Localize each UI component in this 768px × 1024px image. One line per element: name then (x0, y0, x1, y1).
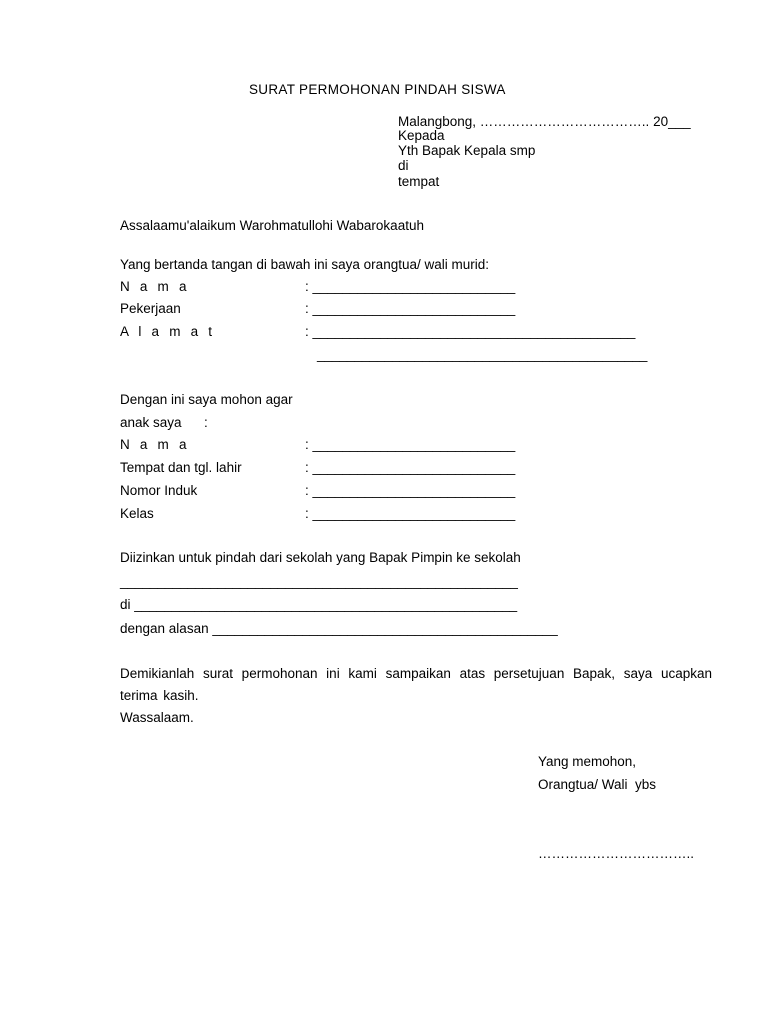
child-class-label: Kelas (120, 506, 154, 521)
request-line: Dengan ini saya mohon agar (120, 392, 293, 407)
place-date-line: Malangbong, ……………………………….. 20___ (398, 114, 691, 129)
signature-dots: …………………………….. (538, 846, 695, 861)
intro-line: Yang bertanda tangan di bawah ini saya orangtua/ wali murid: (120, 257, 489, 272)
recipient-di: di (398, 158, 409, 173)
school-blank: _____________________________________________________ (120, 574, 518, 589)
parent-address-field: : ___________________________________________ (305, 324, 636, 339)
parent-name-field: : ___________________________ (305, 279, 516, 294)
child-id-label: Nomor Induk (120, 483, 198, 498)
parent-job-label: Pekerjaan (120, 301, 181, 316)
signature-line-2: Orangtua/ Wali ybs (538, 777, 657, 792)
recipient-to: Kepada (398, 128, 445, 143)
child-id-field: : ___________________________ (305, 483, 516, 498)
child-birth-field: : ___________________________ (305, 460, 516, 475)
parent-address-label: A l a m a t (120, 324, 216, 339)
letter-title: SURAT PERMOHONAN PINDAH SISWA (249, 82, 506, 97)
parent-address-field-2: ____________________________________________ (317, 347, 648, 362)
greeting: Assalaamu'alaikum Warohmatullohi Wabarokaatuh (120, 218, 424, 233)
closing-paragraph: Demikianlah surat permohonan ini kami sampaikan atas persetujuan Bapak, saya ucapkan terima kasih. (120, 666, 712, 703)
child-name-label: N a m a (120, 437, 190, 452)
signature-line-1: Yang memohon, (538, 754, 637, 769)
recipient-name: Yth Bapak Kepala smp (398, 143, 536, 158)
parent-job-field: : ___________________________ (305, 301, 516, 316)
parent-name-label: N a m a (120, 279, 190, 294)
school-location-line: di ___________________________________________________ (120, 597, 518, 612)
child-birth-label: Tempat dan tgl. lahir (120, 460, 242, 475)
child-line: anak saya : (120, 415, 208, 430)
child-name-field: : ___________________________ (305, 437, 516, 452)
recipient-place: tempat (398, 174, 440, 189)
permission-line: Diizinkan untuk pindah dari sekolah yang Bapak Pimpin ke sekolah (120, 550, 521, 565)
child-class-field: : ___________________________ (305, 506, 516, 521)
farewell: Wassalaam. (120, 710, 194, 725)
reason-line: dengan alasan ______________________________________________ (120, 621, 558, 636)
